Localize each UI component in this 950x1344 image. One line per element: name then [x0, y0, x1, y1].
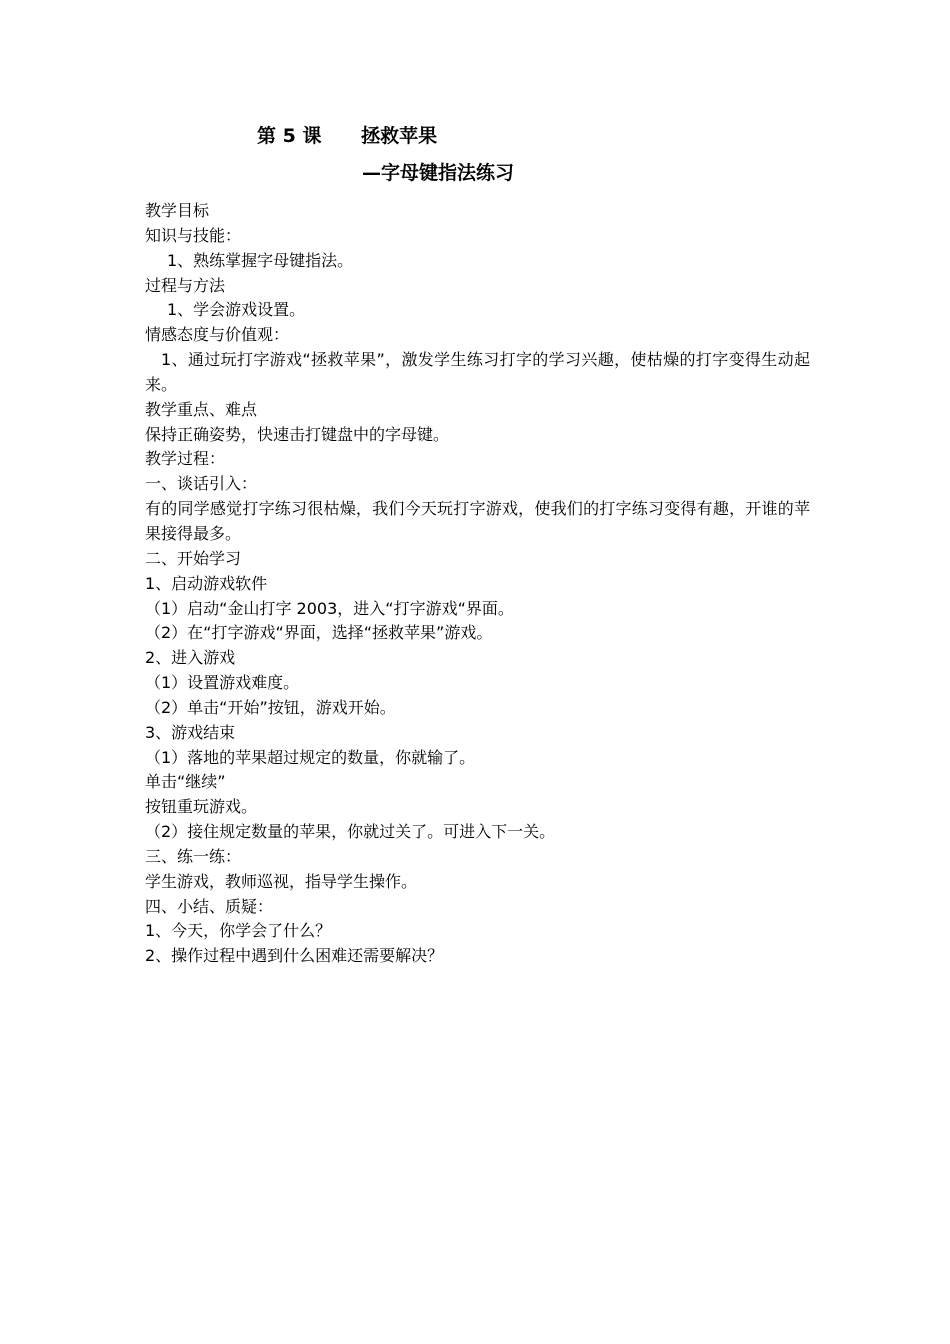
- substep-item: （1）启动“金山打字 2003，进入“打字游戏“界面。: [145, 598, 514, 618]
- lesson-body: [145, 199, 810, 969]
- substep-item: （1）落地的苹果超过规定的数量，你就输了。: [145, 747, 476, 767]
- step-heading-summary: 四、小结、质疑：: [145, 896, 274, 916]
- subheading-knowledge-skills: 知识与技能：: [145, 225, 242, 245]
- objective-item: 1、学会游戏设置。: [167, 300, 306, 320]
- substep-item: （2）单击“开始”按钮，游戏开始。: [145, 697, 396, 717]
- substep-heading: 2、进入游戏: [145, 648, 236, 668]
- intro-paragraph: 有的同学感觉打字练习很枯燥，我们今天玩打字游戏，使我们的打字练习变得有趣，开谁的苹果接得最多。: [145, 499, 810, 543]
- substep-item: （2）接住规定数量的苹果，你就过关了。可进入下一关。: [145, 822, 556, 842]
- substep-item: （1）设置游戏难度。: [145, 673, 300, 693]
- summary-question: 1、今天，你学会了什么？: [145, 921, 332, 941]
- summary-question: 2、操作过程中遇到什么困难还需要解决？: [145, 946, 444, 966]
- section-heading-process: 教学过程：: [145, 449, 226, 469]
- substep-item: 按钮重玩游戏。: [145, 797, 258, 817]
- practice-text: 学生游戏，教师巡视，指导学生操作。: [145, 871, 418, 891]
- step-heading-intro: 一、谈话引入：: [145, 474, 258, 494]
- substep-item: （2）在“打字游戏“界面，选择“拯救苹果”游戏。: [145, 623, 493, 643]
- lesson-subtitle: —字母键指法练习: [362, 162, 515, 184]
- section-heading-key-points: 教学重点、难点: [145, 399, 258, 419]
- step-heading-practice: 三、练一练：: [145, 846, 242, 866]
- subheading-attitude-values: 情感态度与价值观：: [145, 325, 290, 345]
- substep-heading: 3、游戏结束: [145, 722, 236, 742]
- subheading-process-method: 过程与方法: [145, 275, 226, 295]
- key-points-text: 保持正确姿势，快速击打键盘中的字母键。: [145, 424, 450, 444]
- objective-paragraph: 1、通过玩打字游戏“拯救苹果”，激发学生练习打字的学习兴趣，使枯燥的打字变得生动起来。: [145, 350, 810, 394]
- step-heading-start-learning: 二、开始学习: [145, 548, 242, 568]
- objective-item: 1、熟练掌握字母键指法。: [167, 250, 354, 270]
- lesson-title: 第 5 课 拯救苹果: [257, 125, 438, 147]
- substep-item: 单击“继续”: [145, 772, 226, 792]
- section-heading-objectives: 教学目标: [145, 201, 210, 220]
- substep-heading: 1、启动游戏软件: [145, 573, 268, 593]
